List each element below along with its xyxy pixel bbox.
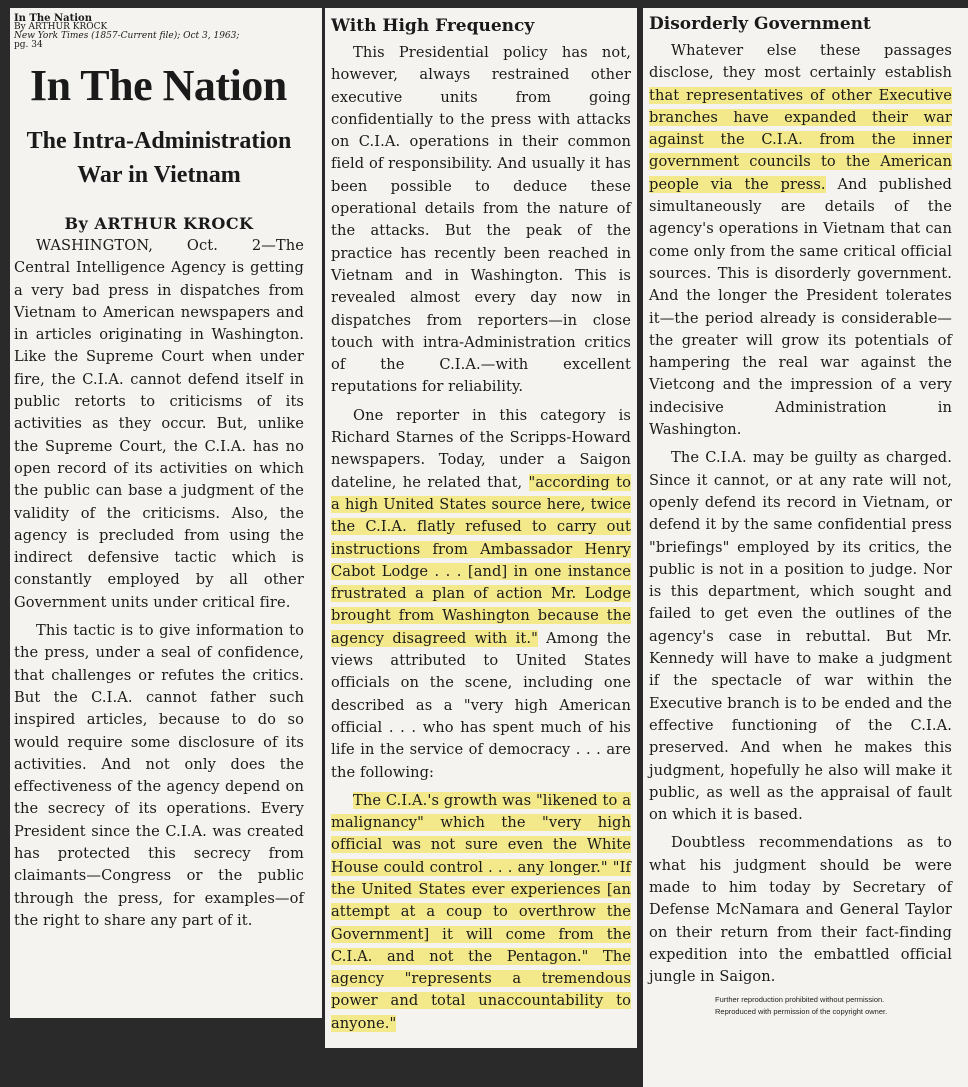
headline	[14, 124, 304, 192]
subhead: With High Frequency	[331, 16, 535, 36]
column-two	[325, 8, 637, 1048]
column-one	[10, 8, 322, 1018]
headline-line-2: War in Vietnam	[77, 162, 241, 188]
text-run: Whatever else these passages disclose, they most certainly establish	[649, 42, 952, 82]
column-three	[643, 8, 968, 1087]
paragraph	[649, 40, 952, 441]
paragraph	[331, 790, 631, 1035]
byline: By ARTHUR KROCK	[64, 214, 254, 233]
clipping-author: By ARTHUR KROCK	[14, 22, 108, 32]
highlighted-passage: that representatives of other Executive branches have expanded their war against the C.I.A. from the inner government councils to the American people via the press.	[649, 86, 952, 193]
paragraph: This Presidential policy has not, however, always restrained other executive units from going confidentially to the press with attacks on C.I.A. operations in their common field of responsibility. And usually it has been possible to deduce these operational details from the nature of the attacks. But the peak of the practice has recently been reached in Vietnam and in Washington. This is revealed almost every day now in dispatches from reporters—in close touch with intra-Administration critics of the C.I.A.—with excellent reputations for reliability.	[331, 44, 631, 396]
highlighted-passage: "according to a high United States source here, twice the C.I.A. flatly refused to carry out instructions from Ambassador Henry Cabot Lodge . . . [and] in one instance frustrated a plan of action Mr. Lodge brought from Washington because the agency disagreed with it."	[331, 473, 631, 647]
column-title: In The Nation	[30, 61, 287, 110]
clipping-title: In The Nation	[14, 13, 92, 24]
copyright-notice: Reproduced with permission of the copyright owner.	[715, 1007, 888, 1017]
headline-line-1: The Intra-Administration	[26, 128, 292, 154]
paragraph: Doubtless recommendations as to what his judgment should be were made to him today by Secretary of Defense McNamara and General Taylor on their return from their fact-finding expedition into the embattled official jungle in Saigon.	[649, 834, 952, 986]
paragraph: The C.I.A. may be guilty as charged. Since it cannot, or at any rate will not, openly defend its record in Vietnam, or defend it by the same confidential press "briefings" employed by its critics, the public is not in a position to judge. Nor is this department, which sought and failed to get even the outlines of the agency's case in rebuttal. But Mr. Kennedy will have to make a judgment if the spectacle of war within the Executive branch is to be ended and the effective functioning of the C.I.A. preserved. And when he makes this judgment, hopefully he also will make it public, as well as the appraisal of fault on which it is based.	[649, 449, 952, 824]
paragraph: WASHINGTON, Oct. 2—The Central Intelligence Agency is getting a very bad press in dispatches from Vietnam to American newspapers and in articles originating in Washington. Like the Supreme Court when under fire, the C.I.A. cannot defend itself in public retorts to criticisms of its activities as they occur. But, unlike the Supreme Court, the C.I.A. has no open record of its activities on which the public can base a judgment of the validity of the criticisms. Also, the agency is precluded from using the indirect defensive tactic which is constantly employed by all other Government units under critical fire.	[14, 237, 304, 611]
reproduction-notice: Further reproduction prohibited without permission.	[715, 995, 885, 1005]
paragraph: This tactic is to give information to the press, under a seal of confidence, that challenges or refutes the critics. But the C.I.A. cannot father such inspired articles, because to do so would require some disclosure of its activities. And not only does the effectiveness of the agency depend on the secrecy of its operations. Every President since the C.I.A. was created has protected this secrecy from claimants—Congress or the public through the press, for examples—of the right to share any part of it.	[14, 622, 304, 929]
highlighted-passage: The C.I.A.'s growth was "likened to a malignancy" which the "very high official was not sure even the White House could control . . . any longer." "If the United States ever experiences [an attempt at a coup to overthrow the Government] it will come from the C.I.A. and not the Pentagon." The agency "represents a tremendous power and total unaccountability to anyone."	[331, 791, 631, 1032]
clipping-page: pg. 34	[14, 40, 43, 50]
paragraph	[331, 405, 631, 784]
clipping-source: New York Times (1857-Current file); Oct 3, 1963;	[14, 31, 240, 41]
text-run: Among the views attributed to United States officials on the scene, including one described as a "very high American official . . . who has spent much of his life in the service of democracy . . . are the following:	[331, 629, 632, 781]
text-run: One reporter in this category is Richard Starnes of the Scripps-Howard newspapers. Today, under a Saigon dateline, he related that,	[331, 406, 631, 491]
subhead: Disorderly Government	[649, 14, 871, 34]
clipping-header	[14, 14, 304, 50]
text-run: And published simultaneously are details of the agency's operations in Vietnam that can come only from the same critical official sources. This is disorderly government. And the longer the President tolerates it—the period already is considerable—the greater will grow its potentials of hampering the real war against the Vietcong and the impression of a very indecisive Administration in Washington.	[649, 175, 953, 439]
